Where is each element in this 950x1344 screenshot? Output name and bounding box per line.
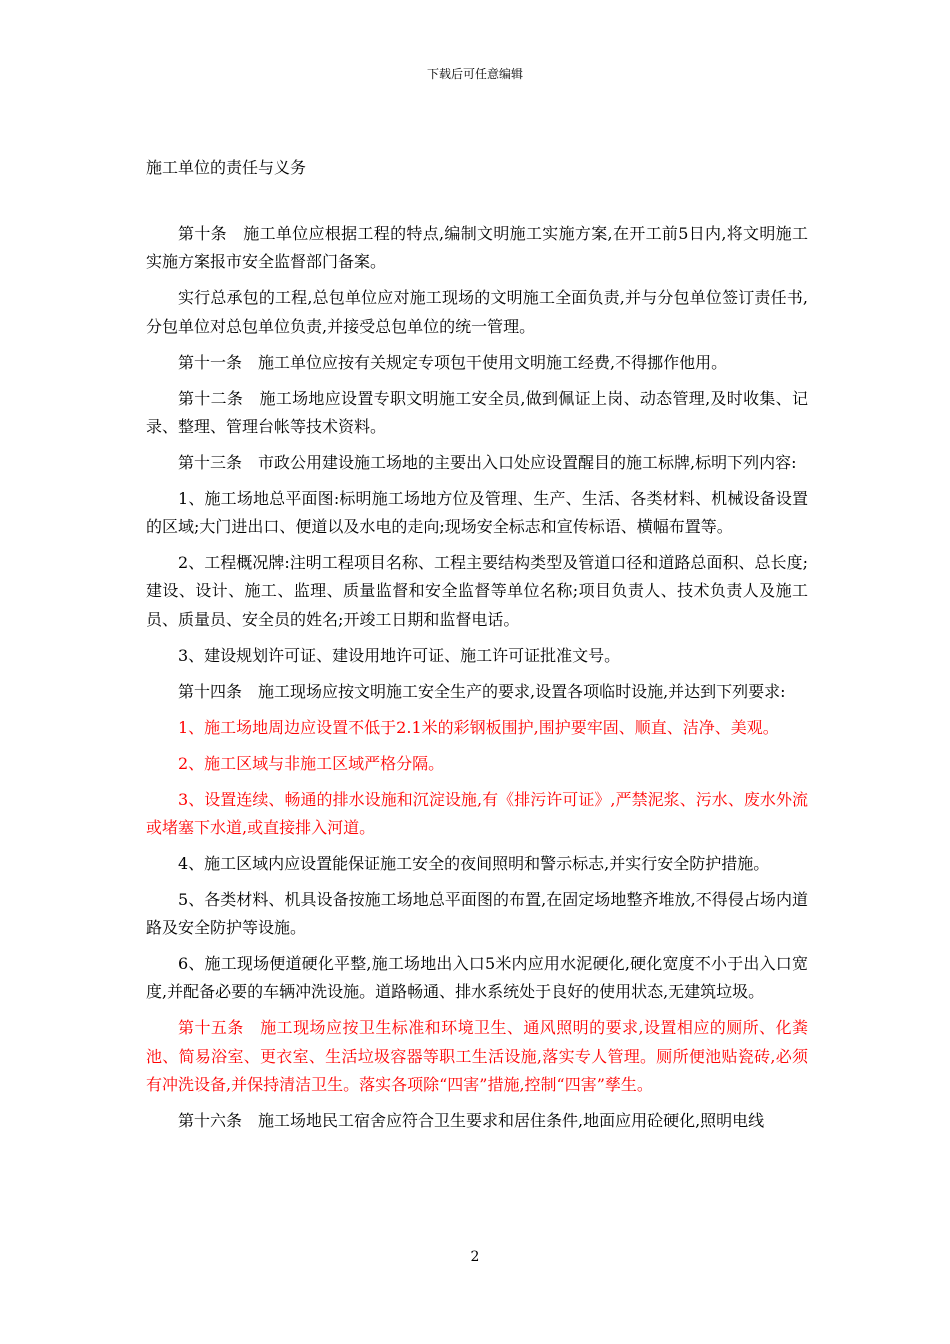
paragraph: 第十一条 施工单位应按有关规定专项包干使用文明施工经费,不得挪作他用。	[178, 352, 728, 372]
paragraph: 实行总承包的工程,总包单位应对施工现场的文明施工全面负责,并与分包单位签订责任书,分包单位对总包单位负责,并接受总包单位的统一管理。	[146, 288, 808, 336]
paragraph: 第十四条 施工现场应按文明施工安全生产的要求,设置各项临时设施,并达到下列要求:	[178, 681, 786, 701]
paragraph: 3、建设规划许可证、建设用地许可证、施工许可证批准文号。	[178, 645, 621, 665]
paragraph: 第十三条 市政公用建设施工场地的主要出入口处应设置醒目的施工标牌,标明下列内容:	[178, 452, 797, 472]
paragraph: 2、工程概况牌:注明工程项目名称、工程主要结构类型及管道口径和道路总面积、总长度;建设、设计、施工、监理、质量监督和安全监督等单位名称;项目负责人、技术负责人及施工员、质量员、安全员的姓名;开竣工日期和监督电话。	[146, 553, 808, 629]
paragraph: 第十六条 施工场地民工宿舍应符合卫生要求和居住条件,地面应用砼硬化,照明电线	[178, 1111, 765, 1131]
section-title: 施工单位的责任与义务	[146, 158, 307, 177]
paragraph: 1、施工场地总平面图:标明施工场地方位及管理、生产、生活、各类材料、机械设备设置的区域;大门进出口、便道以及水电的走向;现场安全标志和宣传标语、横幅布置等。	[146, 488, 808, 537]
paragraph: 4、施工区域内应设置能保证施工安全的夜间照明和警示标志,并实行安全防护措施。	[178, 853, 770, 873]
document-body	[146, 220, 808, 1143]
paragraph: 6、施工现场便道硬化平整,施工场地出入口5米内应用水泥硬化,硬化宽度不小于出入口宽度,并配备必要的车辆冲洗设施。道路畅通、排水系统处于良好的使用状态,无建筑垃圾。	[146, 954, 808, 1002]
paragraph-highlighted: 1、施工场地周边应设置不低于2.1米的彩钢板围护,围护要牢固、顺直、洁净、美观。	[178, 717, 779, 737]
paragraph: 第十条 施工单位应根据工程的特点,编制文明施工实施方案,在开工前5日内,将文明施工实施方案报市安全监督部门备案。	[146, 224, 808, 272]
page-header: 下载后可任意编辑	[426, 67, 523, 81]
paragraph-highlighted: 2、施工区域与非施工区域严格分隔。	[178, 753, 445, 773]
paragraph: 第十二条 施工场地应设置专职文明施工安全员,做到佩证上岗、动态管理,及时收集、记录、整理、管理台帐等技术资料。	[146, 388, 808, 436]
paragraph-highlighted: 第十五条 施工现场应按卫生标准和环境卫生、通风照明的要求,设置相应的厕所、化粪池、简易浴室、更衣室、生活垃圾容器等职工生活设施,落实专人管理。厕所便池贴瓷砖,必须有冲洗设备,并保持清洁卫生。落实各项除“四害”措施,控制“四害”孳生。	[146, 1018, 808, 1095]
paragraph-highlighted: 3、设置连续、畅通的排水设施和沉淀设施,有《排污许可证》,严禁泥浆、污水、废水外流或堵塞下水道,或直接排入河道。	[146, 789, 808, 837]
page-number: 2	[470, 1249, 480, 1265]
paragraph: 5、各类材料、机具设备按施工场地总平面图的布置,在固定场地整齐堆放,不得侵占场内道路及安全防护等设施。	[146, 889, 808, 938]
